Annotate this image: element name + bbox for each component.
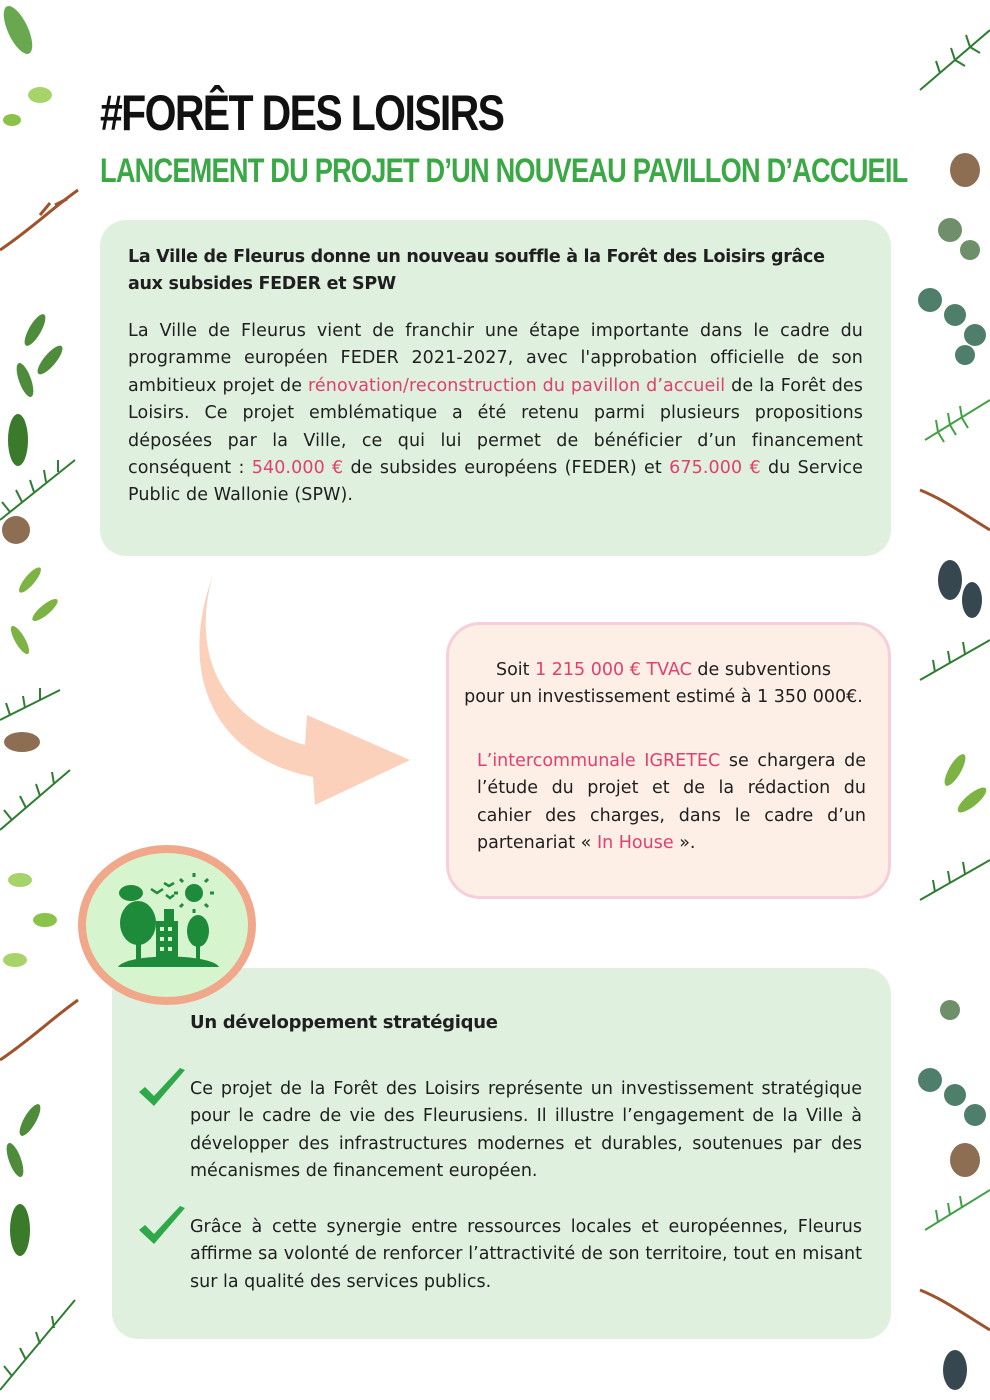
strategy-heading: Un développement stratégique [190, 1012, 498, 1033]
check-icon [136, 1204, 188, 1248]
eco-city-icon [116, 871, 221, 976]
intro-paragraph: La Ville de Fleurus vient de franchir une étape importante dans le cadre du programme européen FEDER 2021-2027, avec l'approbation officielle de son ambitieux projet de rénovation/reconstruction du pavillon d’accueil de la Forêt des Loisirs. Ce projet emblématique a été retenu parmi plusieurs propositions déposées par la Ville, ce qui lui permet de bénéficier d’un financement conséquent : 540.000 € de subsides européens (FEDER) et 675.000 € du Service Public de Wallonie (SPW). [128, 321, 863, 506]
igretec-paragraph: L’intercommunale IGRETEC se chargera de l’étude du projet et de la rédaction du cahier des charges, dans le cadre d’un partenariat « In House ». [477, 750, 866, 854]
intro-heading: La Ville de Fleurus donne un nouveau souffle à la Forêt des Loisirs grâce aux subsides FEDER et SPW [128, 247, 825, 294]
strategy-box [112, 968, 891, 1339]
eco-city-badge [78, 845, 256, 1005]
highlight-igretec: L’intercommunale IGRETEC [477, 750, 721, 771]
page-title: #FORÊT DES LOISIRS [100, 85, 504, 141]
foliage-border-left [0, 0, 80, 1400]
check-icon [136, 1066, 188, 1110]
funding-box [446, 622, 891, 899]
page-subtitle: LANCEMENT DU PROJET D’UN NOUVEAU PAVILLON D’ACCUEIL [100, 152, 908, 190]
highlight-total-subsidy: 1 215 000 € TVAC [535, 660, 692, 680]
highlight-pavilion: rénovation/reconstruction du pavillon d’accueil [307, 375, 726, 396]
strategy-item-1: Ce projet de la Forêt des Loisirs représente un investissement stratégique pour le cadre de vie des Fleurusiens. Il illustre l’engagement de la Ville à développer des infrastructures modernes et durables, soutenues par des mécanismes de financement européen. [190, 1079, 862, 1182]
strategy-item-2: Grâce à cette synergie entre ressources locales et européennes, Fleurus affirme sa volonté de renforcer l’attractivité de son territoire, tout en misant sur la qualité des services publics. [190, 1217, 862, 1292]
highlight-feder-amount: 540.000 € [251, 458, 344, 479]
funding-summary: Soit 1 215 000 € TVAC de subventions pour un investissement estimé à 1 350 000€. [464, 660, 863, 708]
foliage-border-right [910, 0, 990, 1400]
highlight-spw-amount: 675.000 € [669, 458, 761, 479]
intro-box [100, 220, 891, 556]
curved-arrow-icon [185, 565, 425, 810]
highlight-in-house: In House [596, 833, 674, 854]
